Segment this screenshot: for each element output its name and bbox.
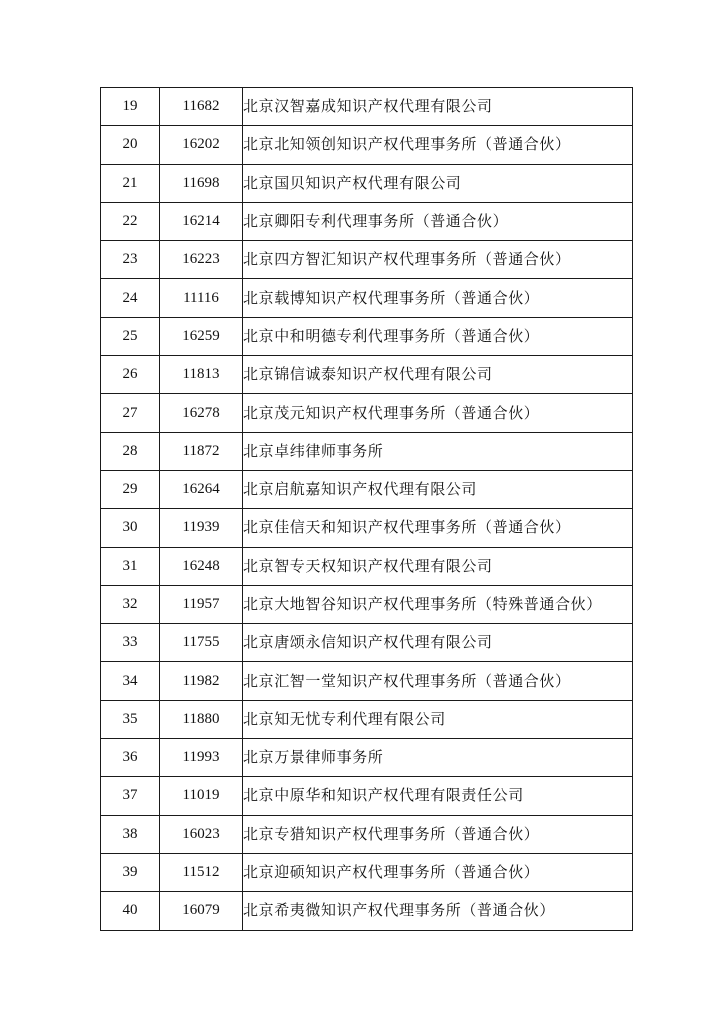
agency-code: 16223 (160, 241, 243, 279)
table-row (101, 126, 633, 164)
table-row (101, 164, 633, 202)
agency-name: 北京国贝知识产权代理有限公司 (243, 164, 633, 202)
agency-code: 16278 (160, 394, 243, 432)
agency-code: 11512 (160, 853, 243, 891)
table-row (101, 853, 633, 891)
agency-table (100, 87, 633, 931)
table-row (101, 394, 633, 432)
agency-name: 北京佳信天和知识产权代理事务所（普通合伙） (243, 509, 633, 547)
table-row (101, 700, 633, 738)
table-row (101, 356, 633, 394)
row-index: 21 (101, 164, 160, 202)
agency-name: 北京中原华和知识产权代理有限责任公司 (243, 777, 633, 815)
table-row (101, 662, 633, 700)
agency-code: 11939 (160, 509, 243, 547)
row-index: 40 (101, 892, 160, 930)
agency-name: 北京中和明德专利代理事务所（普通合伙） (243, 317, 633, 355)
table-row (101, 547, 633, 585)
agency-code: 11813 (160, 356, 243, 394)
row-index: 38 (101, 815, 160, 853)
agency-code: 11698 (160, 164, 243, 202)
row-index: 26 (101, 356, 160, 394)
agency-code: 16264 (160, 470, 243, 508)
agency-name: 北京卓纬律师事务所 (243, 432, 633, 470)
agency-code: 11755 (160, 624, 243, 662)
row-index: 34 (101, 662, 160, 700)
agency-code: 16214 (160, 202, 243, 240)
row-index: 35 (101, 700, 160, 738)
row-index: 30 (101, 509, 160, 547)
table-row (101, 892, 633, 930)
table-row (101, 241, 633, 279)
agency-name: 北京希夷微知识产权代理事务所（普通合伙） (243, 892, 633, 930)
row-index: 28 (101, 432, 160, 470)
table-row (101, 585, 633, 623)
agency-code: 16023 (160, 815, 243, 853)
agency-name: 北京迎硕知识产权代理事务所（普通合伙） (243, 853, 633, 891)
row-index: 33 (101, 624, 160, 662)
row-index: 37 (101, 777, 160, 815)
table-row (101, 470, 633, 508)
agency-code: 16202 (160, 126, 243, 164)
agency-code: 11982 (160, 662, 243, 700)
agency-code: 16248 (160, 547, 243, 585)
table-row (101, 739, 633, 777)
agency-name: 北京启航嘉知识产权代理有限公司 (243, 470, 633, 508)
agency-name: 北京载博知识产权代理事务所（普通合伙） (243, 279, 633, 317)
agency-code: 11019 (160, 777, 243, 815)
agency-code: 11116 (160, 279, 243, 317)
table-row (101, 815, 633, 853)
row-index: 39 (101, 853, 160, 891)
agency-code: 16079 (160, 892, 243, 930)
agency-name: 北京四方智汇知识产权代理事务所（普通合伙） (243, 241, 633, 279)
table-row (101, 202, 633, 240)
row-index: 29 (101, 470, 160, 508)
agency-name: 北京唐颂永信知识产权代理有限公司 (243, 624, 633, 662)
table-row (101, 317, 633, 355)
agency-code: 11957 (160, 585, 243, 623)
row-index: 27 (101, 394, 160, 432)
agency-name: 北京专猎知识产权代理事务所（普通合伙） (243, 815, 633, 853)
agency-name: 北京大地智谷知识产权代理事务所（特殊普通合伙） (243, 585, 633, 623)
row-index: 23 (101, 241, 160, 279)
agency-code: 11682 (160, 88, 243, 126)
row-index: 20 (101, 126, 160, 164)
agency-name: 北京卿阳专利代理事务所（普通合伙） (243, 202, 633, 240)
agency-table-body (101, 88, 633, 931)
agency-name: 北京智专天权知识产权代理有限公司 (243, 547, 633, 585)
agency-code: 11993 (160, 739, 243, 777)
agency-code: 11880 (160, 700, 243, 738)
agency-code: 11872 (160, 432, 243, 470)
table-row (101, 88, 633, 126)
table-row (101, 624, 633, 662)
agency-name: 北京汇智一堂知识产权代理事务所（普通合伙） (243, 662, 633, 700)
row-index: 36 (101, 739, 160, 777)
table-row (101, 432, 633, 470)
row-index: 24 (101, 279, 160, 317)
row-index: 19 (101, 88, 160, 126)
agency-name: 北京锦信诚泰知识产权代理有限公司 (243, 356, 633, 394)
row-index: 25 (101, 317, 160, 355)
row-index: 32 (101, 585, 160, 623)
row-index: 22 (101, 202, 160, 240)
table-row (101, 509, 633, 547)
agency-name: 北京知无忧专利代理有限公司 (243, 700, 633, 738)
table-row (101, 777, 633, 815)
table-row (101, 279, 633, 317)
agency-name: 北京茂元知识产权代理事务所（普通合伙） (243, 394, 633, 432)
agency-name: 北京汉智嘉成知识产权代理有限公司 (243, 88, 633, 126)
row-index: 31 (101, 547, 160, 585)
agency-code: 16259 (160, 317, 243, 355)
agency-name: 北京北知领创知识产权代理事务所（普通合伙） (243, 126, 633, 164)
agency-name: 北京万景律师事务所 (243, 739, 633, 777)
